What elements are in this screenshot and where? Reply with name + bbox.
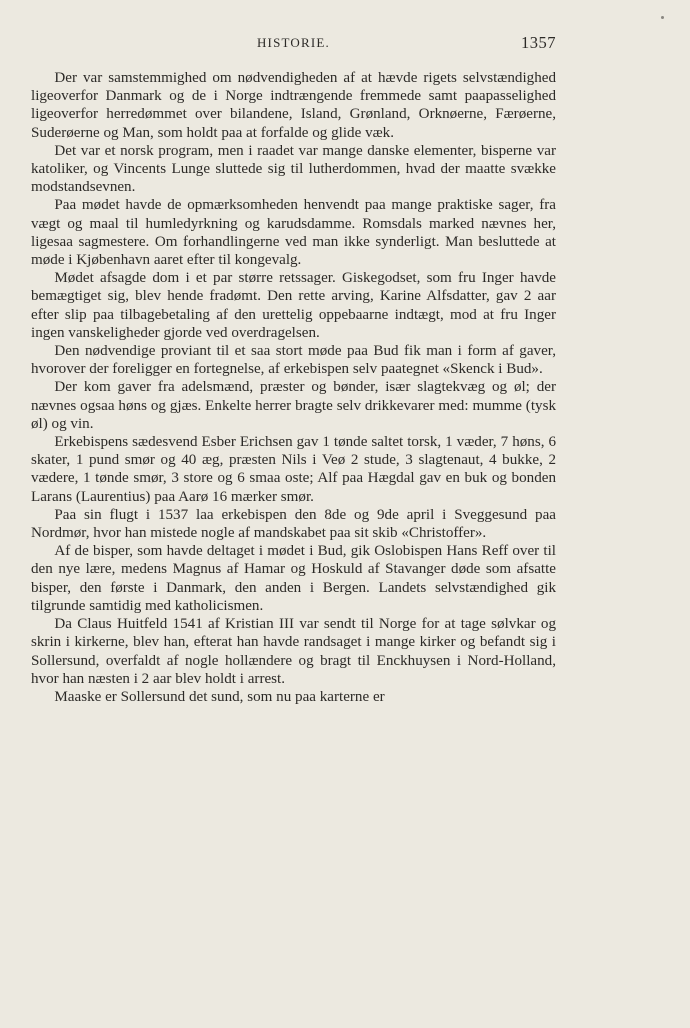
paragraph: Mødet afsagde dom i et par større retssager. Giskegodset, som fru Inger havde bemægtiget sig, blev hende fradømt. Den rette arving, Karine Alfsdatter, gav 2 aar efter slip paa tilbagebetaling af den urettelig oppebaarne indtægt, mod at fru Inger ingen vanskeligheder gjorde ved overdragelsen.	[31, 270, 556, 341]
paragraph: Da Claus Huitfeld 1541 af Kristian III var sendt til Norge for at tage sølvkar og skrin i kirkerne, blev han, efterat han havde randsaget i mange kirker og befandt sig i Sollersund, overfaldt af nogle hollændere og bragt til Enckhuysen i Nord-Holland, hvor han næsten i 2 aar blev holdt i arrest.	[31, 616, 556, 687]
page-header	[31, 33, 556, 55]
paragraph: Erkebispens sædesvend Esber Erichsen gav 1 tønde saltet torsk, 1 væder, 7 høns, 6 skater, 1 pund smør og 40 æg, præsten Nils i Veø 2 stude, 3 slagtenaut, 4 bukke, 2 vædere, 1 tønde smør, 3 store og 6 smaa oste; Alf paa Hægdal gav en buk og bonden Larans (Laurentius) paa Aarø 16 mærker smør.	[31, 434, 556, 505]
paragraph: Af de bisper, som havde deltaget i mødet i Bud, gik Oslobispen Hans Reff over til den nye lære, medens Magnus af Hamar og Hoskuld af Stavanger døde som afsatte bisper, den første i Danmark, den anden i Bergen. Landets selvstændighed gik tilgrunde samtidig med katholicismen.	[31, 543, 556, 614]
paragraph: Det var et norsk program, men i raadet var mange danske elementer, bisperne var katoliker, og Vincents Lunge sluttede sig til lutherdommen, hvad der maatte svække modstandsevnen.	[31, 142, 556, 196]
paragraph: Der kom gaver fra adelsmænd, præster og bønder, især slagtekvæg og øl; der nævnes ogsaa høns og gjæs. Enkelte herrer bragte selv drikkevarer med: mumme (tysk øl) og vin.	[31, 379, 556, 432]
paragraph: Den nødvendige proviant til et saa stort møde paa Bud fik man i form af gaver, hvorover der foreligger en fortegnelse, af erkebispen selv paategnet «Skenck i Bud».	[31, 343, 556, 378]
paragraph: Paa mødet havde de opmærksomheden henvendt paa mange praktiske sager, fra vægt og maal til humledyrkning og karudsdamme. Romsdals marked nævnes her, ligesaa sagmestere. Om forhandlingerne ved man ikke synderligt. Man besluttede at møde i Kjøbenhavn aaret efter til kongevalg.	[31, 197, 556, 269]
paragraph: Maaske er Sollersund det sund, som nu paa karterne er	[54, 688, 385, 705]
paragraph: Paa sin flugt i 1537 laa erkebispen den 8de og 9de april i Sveggesund paa Nordmør, hvor han mistede nogle af mandskabet paa sit skib «Christoffer».	[31, 506, 556, 542]
body-text	[31, 69, 556, 706]
page-number: 1357	[521, 33, 556, 52]
print-speck	[661, 16, 664, 19]
running-head: HISTORIE.	[256, 35, 331, 50]
paragraph: Der var samstemmighed om nødvendigheden af at hævde rigets selvstændighed ligeoverfor Danmark og de i Norge indtrængende fremmede samt paapasselighed ligeoverfor herredømmet over bilandene, Island, Grønland, Orknøerne, Færøerne, Suderøerne og Man, som holdt paa at forfalde og glide væk.	[31, 70, 556, 141]
